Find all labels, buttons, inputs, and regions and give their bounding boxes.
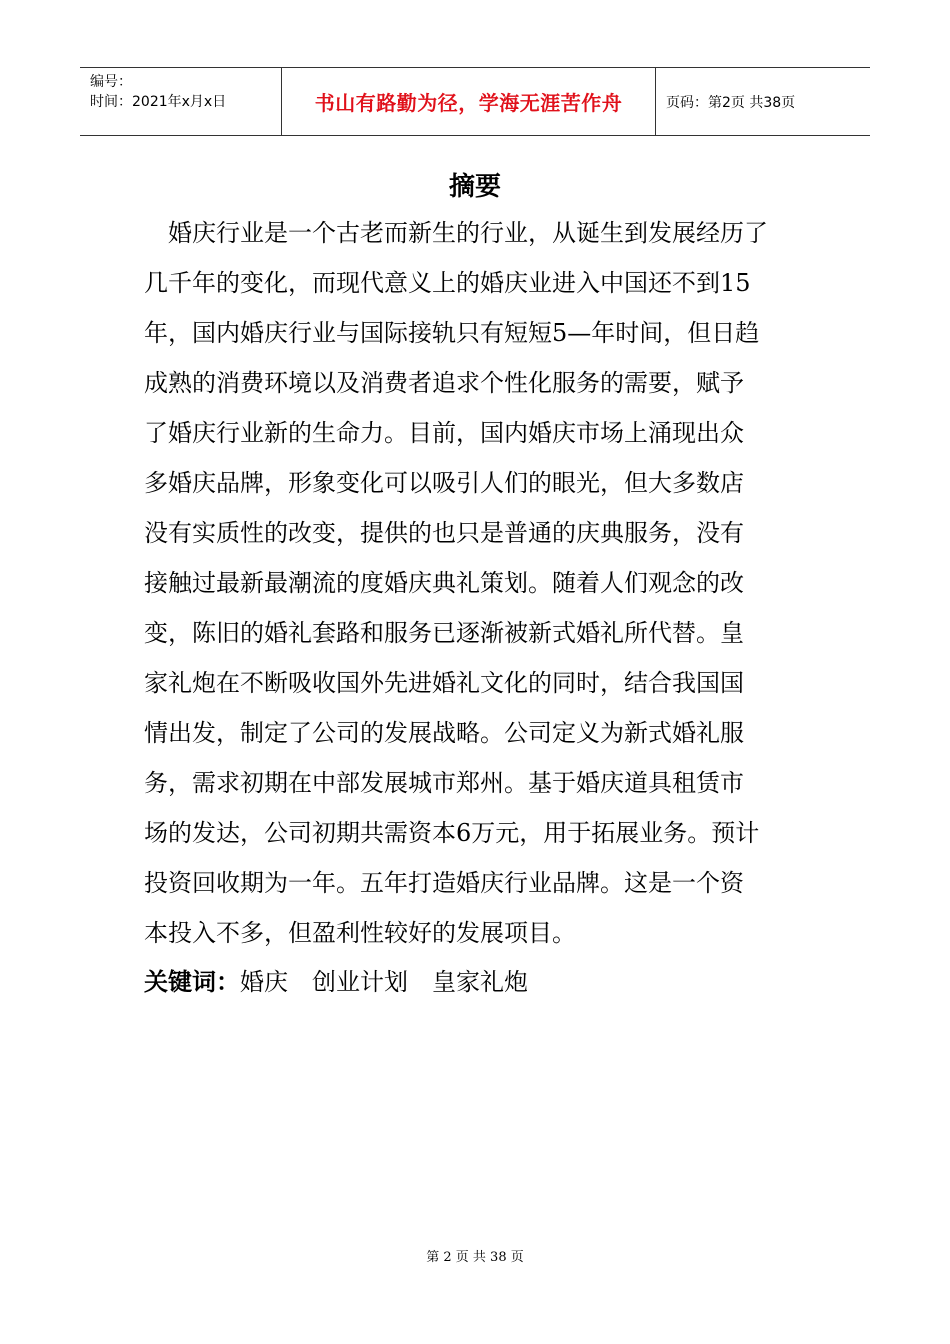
header-motto: 书山有路勤为径，学海无涯苦作舟 xyxy=(314,91,623,115)
abstract-line: 几千年的变化，而现代意义上的婚庆业进入中国还不到15 xyxy=(144,269,751,297)
abstract-line: 成熟的消费环境以及消费者追求个性化服务的需要，赋予 xyxy=(144,369,744,397)
document-number-label: 编号： xyxy=(90,74,132,90)
abstract-line: 没有实质性的改变，提供的也只是普通的庆典服务，没有 xyxy=(144,519,744,547)
page-footer: 第 2 页 共 38 页 xyxy=(426,1250,524,1265)
header-page-info-cell xyxy=(656,68,870,135)
page-title: 摘要 xyxy=(448,172,501,202)
abstract-line: 家礼炮在不断吸收国外先进婚礼文化的同时，结合我国国 xyxy=(144,669,744,697)
keyword-item: 婚庆 xyxy=(240,968,288,996)
header-motto-cell xyxy=(282,68,656,135)
abstract-line: 婚庆行业是一个古老而新生的行业，从诞生到发展经历了 xyxy=(168,219,768,247)
header-meta xyxy=(80,68,282,135)
keywords-label: 关键词： xyxy=(144,968,240,996)
document-header xyxy=(80,67,870,136)
abstract-line: 情出发，制定了公司的发展战略。公司定义为新式婚礼服 xyxy=(144,719,744,747)
document-date: 时间：2021年x月x日 xyxy=(90,94,227,110)
abstract-line: 了婚庆行业新的生命力。目前，国内婚庆市场上涌现出众 xyxy=(144,419,744,447)
abstract-line: 接触过最新最潮流的度婚庆典礼策划。随着人们观念的改 xyxy=(144,569,744,597)
keyword-item: 皇家礼炮 xyxy=(432,968,528,996)
abstract-line: 多婚庆品牌，形象变化可以吸引人们的眼光，但大多数店 xyxy=(144,469,744,497)
abstract-line: 投资回收期为一年。五年打造婚庆行业品牌。这是一个资 xyxy=(144,869,744,897)
abstract-body xyxy=(144,208,809,958)
keywords-row xyxy=(144,957,552,1007)
abstract-line: 变，陈旧的婚礼套路和服务已逐渐被新式婚礼所代替。皇 xyxy=(144,619,744,647)
abstract-line: 场的发达，公司初期共需资本6万元，用于拓展业务。预计 xyxy=(144,819,760,847)
abstract-line: 务，需求初期在中部发展城市郑州。基于婚庆道具租赁市 xyxy=(144,769,744,797)
abstract-line: 本投入不多，但盈利性较好的发展项目。 xyxy=(144,919,576,947)
keyword-item: 创业计划 xyxy=(312,968,408,996)
abstract-line: 年，国内婚庆行业与国际接轨只有短短5—年时间，但日趋 xyxy=(144,319,760,347)
header-page-info: 页码：第2页 共38页 xyxy=(666,94,796,111)
